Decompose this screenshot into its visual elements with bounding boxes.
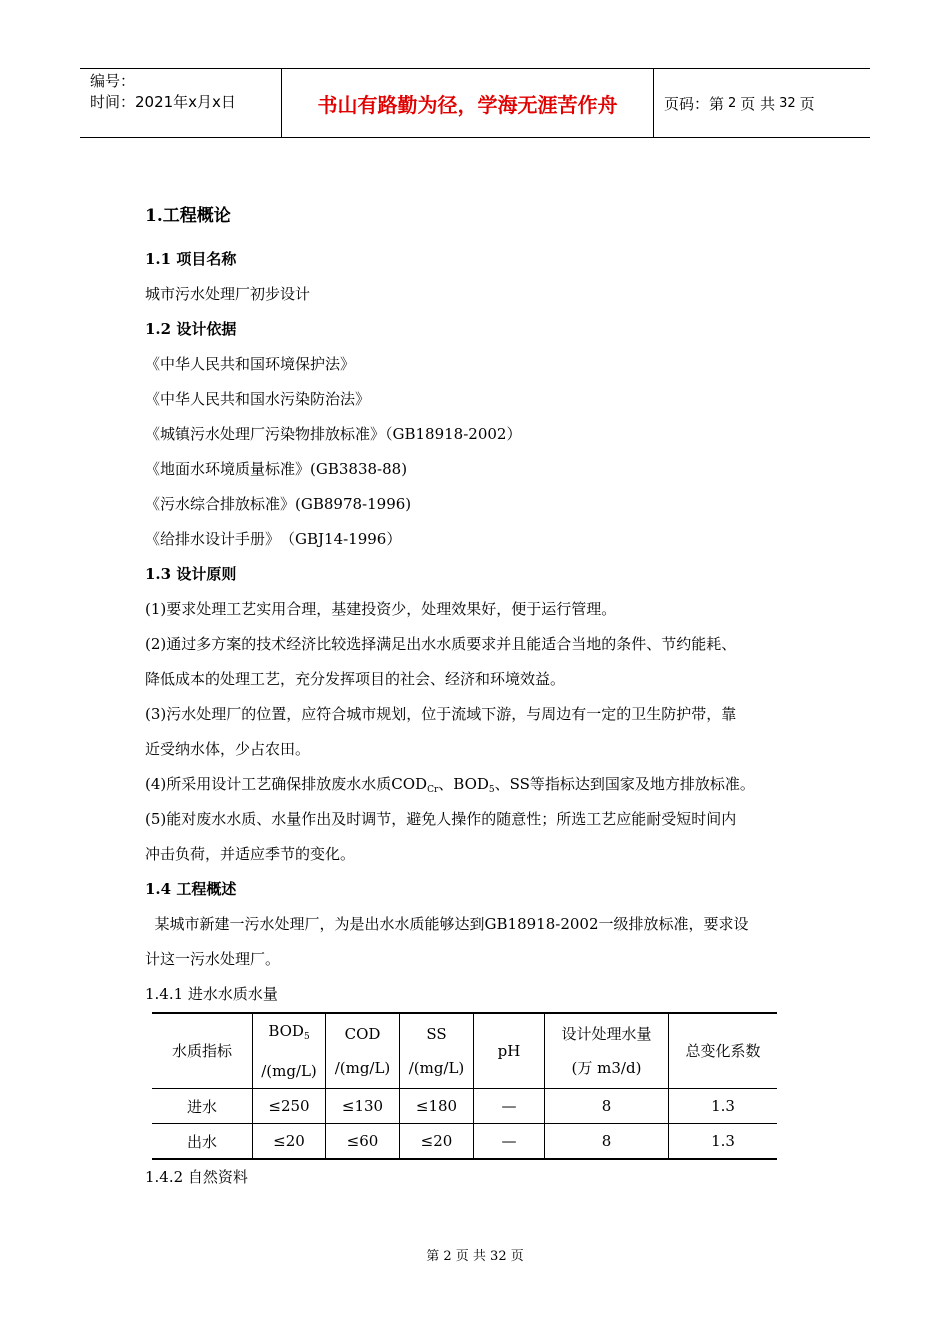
header-time-label: 时间：2021年x月x日 [90, 93, 236, 111]
project-name: 城市污水处理厂初步设计 [145, 285, 311, 303]
header-page-num: 2 [728, 95, 737, 111]
col-header-index: 水质指标 [152, 1013, 253, 1089]
cell-cod: ≤60 [326, 1124, 400, 1160]
cell-bod: ≤250 [253, 1089, 326, 1124]
table-row [152, 1124, 777, 1160]
cell-flow: 8 [545, 1089, 669, 1124]
header-info [80, 69, 282, 137]
principle-2-line-1: (2)通过多方案的技术经济比较选择满足出水水质要求并且能适合当地的条件、节约能耗、 [145, 635, 737, 653]
cell-cod: ≤130 [326, 1089, 400, 1124]
cell-name: 出水 [152, 1124, 253, 1160]
cell-ph: — [474, 1089, 545, 1124]
water-quality-table [152, 1012, 777, 1160]
principle-2-line-2: 降低成本的处理工艺，充分发挥项目的社会、经济和环境效益。 [145, 670, 566, 688]
section-1-4-1-heading: 1.4.1 进水水质水量 [145, 985, 278, 1003]
section-1-2-heading: 1.2 设计依据 [145, 320, 237, 338]
page-header [80, 68, 870, 138]
overview-line-1: 某城市新建一污水处理厂，为是出水水质能够达到GB18918-2002一级排放标准，要求设 [145, 915, 749, 933]
header-page-info [654, 69, 870, 137]
cell-ph: — [474, 1124, 545, 1160]
basis-item: 《中华人民共和国水污染防治法》 [145, 390, 371, 408]
basis-item: 《城镇污水处理厂污染物排放标准》（GB18918-2002） [145, 425, 522, 443]
section-1-1-heading: 1.1 项目名称 [145, 250, 237, 268]
header-page-mid: 页 共 [740, 94, 776, 113]
cell-bod: ≤20 [253, 1124, 326, 1160]
cell-coef: 1.3 [669, 1124, 778, 1160]
section-1-3-heading: 1.3 设计原则 [145, 565, 237, 583]
col-header-bod: $BOD_5$ /(mg/L) [253, 1013, 326, 1089]
section-1-4-heading: 1.4 工程概述 [145, 880, 237, 898]
col-header-ph: pH [474, 1013, 545, 1089]
cell-ss: ≤20 [400, 1124, 474, 1160]
principle-4: (4)所采用设计工艺确保排放废水水质$COD_{Cr}$、$BOD_5$、SS等指标达到国家及地方排放标准。 [145, 775, 755, 795]
col-header-cod: COD /(mg/L) [326, 1013, 400, 1089]
principle-1: (1)要求处理工艺实用合理，基建投资少，处理效果好，便于运行管理。 [145, 600, 617, 618]
col-header-coef: 总变化系数 [669, 1013, 778, 1089]
principle-3-line-2: 近受纳水体，少占农田。 [145, 740, 311, 758]
cell-coef: 1.3 [669, 1089, 778, 1124]
cell-flow: 8 [545, 1124, 669, 1160]
header-page-prefix: 页码：第 [664, 94, 725, 113]
principle-5-line-1: (5)能对废水水质、水量作出及时调节，避免人操作的随意性；所选工艺应能耐受短时间内 [145, 810, 737, 828]
basis-item: 《地面水环境质量标准》(GB3838-88) [145, 460, 408, 478]
principle-3-line-1: (3)污水处理厂的位置，应符合城市规划，位于流域下游，与周边有一定的卫生防护带，靠 [145, 705, 737, 723]
section-title: 1.工程概论 [145, 206, 231, 226]
section-1-4-2-heading: 1.4.2 自然资料 [145, 1168, 248, 1186]
col-header-ss: SS /(mg/L) [400, 1013, 474, 1089]
overview-line-2: 计这一污水处理厂。 [145, 950, 281, 968]
cell-ss: ≤180 [400, 1089, 474, 1124]
table-header-row [152, 1013, 777, 1089]
col-header-flow: 设计处理水量 (万 m3/d) [545, 1013, 669, 1089]
header-page-suffix: 页 [799, 94, 815, 113]
cell-name: 进水 [152, 1089, 253, 1124]
table-row [152, 1089, 777, 1124]
principle-5-line-2: 冲击负荷，并适应季节的变化。 [145, 845, 356, 863]
basis-item: 《污水综合排放标准》(GB8978-1996) [145, 495, 412, 513]
page-footer: 第 2 页 共 32 页 [426, 1249, 524, 1264]
document-body [145, 200, 815, 1195]
header-number-label: 编号： [90, 72, 136, 90]
basis-item: 《中华人民共和国环境保护法》 [145, 355, 356, 373]
header-motto: 书山有路勤为径，学海无涯苦作舟 [282, 69, 654, 137]
basis-item: 《给排水设计手册》 （GBJ14-1996） [145, 530, 402, 548]
header-page-total: 32 [779, 95, 796, 111]
